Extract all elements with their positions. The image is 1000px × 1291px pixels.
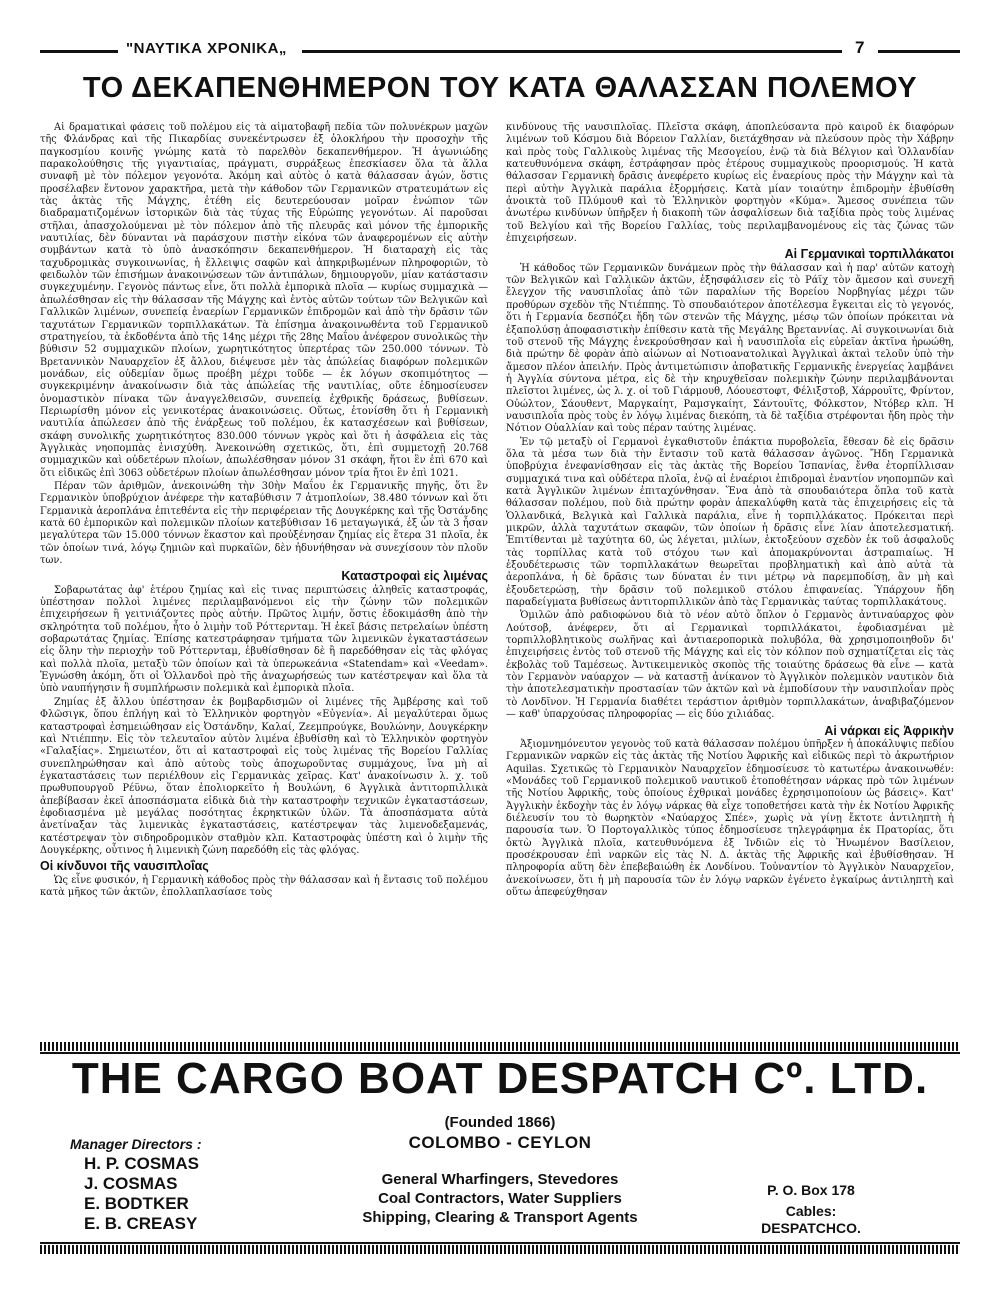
paragraph: Σοβαρωτάτας ἀφ' ἑτέρου ζημίας καὶ εἰς τινας περιπτώσεις ἀληθεῖς καταστροφάς, ὑπέστησαν πολλοὶ λιμένες περιλαμβανόμενοι εἰς τὴν ζώνην τῶν πολεμικῶν ἐπιχειρήσεων ἢ γειτνιάζοντες πρὸς αὐτήν. Πρῶτος λιμήν, ὅστις ἐδοκιμάσθη ἀπὸ τὴν σκληρότητα τοῦ πολέμου, ἦτο ὁ λιμὴν τοῦ Ρόττερνταμ. Ἡ ἐκεῖ βάσις πετρελαίων ὑπέστη σοβαρωτάτας ζημίας. Ἐπίσης κατεστράφησαν τμήματα τῶν λιμενικῶν ἐγκαταστάσεων εἰς ὅλην τὴν περιοχὴν τοῦ Ρόττερνταμ, ἐβυθίσθησαν δὲ ἢ παρεδόθησαν εἰς τὰς φλόγας καὶ πολλὰ πλοῖα, μεταξὺ τῶν ὁποίων καὶ τὰ ὑπερωκεάνια «Statendam» καὶ «Veedam». Ἐγνώσθη ἀκόμη, ὅτι οἱ Ὁλλανδοὶ πρὸ τῆς ἀναχωρήσεώς των κατέστρεψαν καὶ ὅλα τὰ ὑπὸ ναυπήγησιν ἢ συμπλήρωσιν πολεμικὰ καὶ ἐμπορικὰ πλοῖα. (40, 584, 488, 695)
ad-cables-label: Cables: (785, 1203, 837, 1219)
paragraph: Ζημίας ἐξ ἄλλου ὑπέστησαν ἐκ βομβαρδισμῶν οἱ λιμένες τῆς Ἀμβέρσης καὶ τοῦ Φλῶσιγκ, ὅπου ἐπλήγη καὶ τὸ Ἑλληνικὸν φορτηγὸν «Εὐγενία». Αἱ μεγαλύτεραι ὅμως καταστροφαὶ ἐσημειώθησαν εἰς Ὀστάνδην, Καλαί, Ζεεμπρούγκε, Βουλώνην, Δουγκέρκην καὶ Ντιέππην. Εἰς τὸν τελευταῖον αὐτὸν λιμένα ἐβυθίσθη καὶ τὸ Ἑλληνικὸν φορτηγὸν «Γαλαξίας». Σημειωτέον, ὅτι αἱ καταστροφαὶ εἰς τοὺς λιμένας τῆς Βορείου Γαλλίας συνεπληρώθησαν καὶ ἀπὸ αὐτοὺς τοὺς ἀποχωροῦντας συμμάχους, ἵνα μὴ αἱ ἐγκαταστάσεις των περιέλθουν εἰς Γερμανικὰς χεῖρας. Κατ' ἀνακοίνωσιν λ. χ. τοῦ πρωθυπουργοῦ Ρέϋνω, ὅταν ἐπολιορκεῖτο ἡ Βουλώνη, 6 Ἀγγλικὰ ἀντιτορπιλλικὰ ἀπεβίβασαν ἐκεῖ ἀποσπάσματα εἰδικὰ διὰ τὴν καταστροφὴν τεχνικῶν ἐγκαταστάσεων, ἐφοδιασμένα μὲ μεγάλας ποσότητας ἐκρηκτικῶν ὑλῶν. Τὰ ἀποσπάσματα αὐτὰ ἀνετίναξαν τὰς λιμενικὰς ἐγκαταστάσεις, κατέστρεψαν τὰς λιμενοδεξαμενάς, κατέστρεψαν τὸν σιδηροδρομικὸν σταθμὸν κλπ. Καταστροφὰς ὑπέστη καὶ ὁ λιμὴν τῆς Δουγκέρκης, οὗτινος ἡ λιμενικὴ ζώνη παρεδόθη εἰς τὰς φλόγας. (40, 696, 488, 856)
ad-manager-name: J. COSMAS (84, 1174, 178, 1193)
ad-manager-name: E. BODTKER (84, 1194, 189, 1213)
paragraph: Ἐν τῷ μεταξὺ οἱ Γερμανοὶ ἐγκαθιστοῦν ἐπάκτια πυροβολεῖα, ἔθεσαν δὲ εἰς δρᾶσιν ὅλα τὰ μέσα των διὰ τὴν ἔντασιν τοῦ κατὰ θάλασσαν ἀγῶνος. Ἤδη Γερμανικὰ ὑποβρύχια ἐνεφανίσθησαν εἰς τὰς ἀκτὰς τῆς Βορείου Ἰσπανίας, ἔνθα ἐτορπίλλισαν συμμαχικά τινα καὶ οὐδέτερα πλοῖα, ἐνῷ αἱ ἐναέριοι ἐπιδρομαὶ ἐναντίον νηοπομπῶν καὶ κατὰ Ἀγγλικῶν λιμένων ἐπιταχύνθησαν. Ἕνα ἀπὸ τὰ σπουδαιότερα ὅπλα τοῦ κατὰ θάλασσαν πολέμου, ποὺ διὰ πρώτην φορὰν ἀπεκαλύφθη κατὰ τὰς ἐπιχειρήσεις εἰς τὰ Ὁλλανδικά, Βελγικὰ καὶ Γαλλικὰ παράλια, εἶνε ἡ τορπιλλάκατος. Πρόκειται περὶ μικρῶν, ἀλλὰ ταχυτάτων σκαφῶν, τῶν ὁποίων ἡ δρᾶσις εἶνε λίαν ἀποτελεσματική. Ἐπιτίθενται μὲ ταχύτητα 60, ὡς λέγεται, μιλίων, ἐκτοξεύουν σχεδὸν ἐκ τοῦ ἀσφαλοῦς τὰς τορπίλλας κατὰ τοῦ στόχου των καὶ ἀπομακρύνονται ἀστραπιαίως. Ἡ ἐξουδέτερωσις τῶν τορπιλλακάτων θεωρεῖται προβληματικὴ καὶ ἀπὸ αὐτὰ τὰ ἀεροπλάνα, ἡ δὲ δρᾶσις των δύναται ἐν τινι μέτρῳ νὰ παρεμποδίσῃ, ἂν μὴ καὶ ἐξουδετερώσῃ, τὴν δρᾶσιν τοῦ πολεμικοῦ στόλου ἐπιφανείας. Ὑπάρχουν ἤδη παραδείγματα βυθίσεως ἀντιτορπιλλικῶν ἀπὸ τὰς Γερμανικὰς ταύτας τορπιλλακάτους. (506, 436, 954, 609)
article-title: ΤΟ ΔΕΚΑΠΕΝΘΗΜΕΡΟΝ ΤΟΥ ΚΑΤΑ ΘΑΛΑΣΣΑΝ ΠΟΛΕΜΟΥ (82, 72, 918, 104)
ad-cables-address: DESPATCHCO. (761, 1220, 861, 1236)
ad-rule (40, 1242, 960, 1244)
ad-city: COLOMBO - CEYLON (408, 1133, 592, 1152)
ad-manager-name: H. P. COSMAS (84, 1154, 199, 1173)
paragraph: κινδύνους τῆς ναυσιπλοΐας. Πλεῖστα σκάφη, ἀποπλεύσαντα πρὸ καιροῦ ἐκ διαφόρων λιμένων τοῦ Κόσμου διὰ Βόρειον Γαλλίαν, διετάχθησαν νὰ πλεύσουν πρὸς τὴν Χάβρην καὶ πρὸς τοὺς Γαλλικοὺς λιμένας τῆς Μεσογείου, ἐνῷ τὰ διὰ Βέλγιον καὶ Ὁλλανδίαν κατευθυνόμενα σκάφη, ἐστράφησαν πρὸς ἑτέρους συμμαχικοὺς προορισμούς. Ἡ κατὰ θάλασσαν Γερμανικὴ δρᾶσις ἀνεφέρετο κυρίως εἰς ἐναερίους πρὸς τὴν Μάγχην καὶ τὰ περὶ αὐτὴν Ἀγγλικὰ παράλια ἐξορμήσεις. Κατὰ μίαν τοιαύτην ἐπιδρομὴν ἐβυθίσθη ἀνοικτὰ τοῦ Πλύμουθ καὶ τὸ Ἑλληνικὸν φορτηγὸν «Κύμα». Ἄμεσος συνέπεια τῶν ἀνωτέρω κινδύνων ὑπῆρξεν ἡ διακοπὴ τῶν ἀσφαλίσεων διὰ ταξίδια πρὸς τοὺς λιμένας τοῦ Βελγίου καὶ τῆς Βορείου Γαλλίας, τοὺς περιλαμβανομένους εἰς τὰς ζώνας τῶν ἐπιχειρήσεων. (506, 122, 954, 245)
paragraph: Ὡς εἶνε φυσικόν, ἡ Γερμανικὴ κάθοδος πρὸς τὴν θάλασσαν καὶ ἡ ἔντασις τοῦ πολέμου κατὰ μῆκος τῶν ἀκτῶν, ἐπολλαπλασίασε τοὺς (40, 874, 488, 898)
paragraph: Ἡ κάθοδος τῶν Γερμανικῶν δυνάμεων πρὸς τὴν θάλασσαν καὶ ἡ παρ' αὐτῶν κατοχὴ τῶν Βελγικῶν καὶ Γαλλικῶν ἀκτῶν, ἐξησφάλισεν εἰς τὸ Ράϊχ τὸν ἄμεσον καὶ συνεχῆ ἔλεγχον τῆς ναυσιπλοΐας ἀπὸ τῶν παραλίων τῆς Βορείου Νορβηγίας μέχρι τῶν προθύρων σχεδὸν τῆς Ντιέππης. Τὸ σπουδαιότερον ἀποτέλεσμα ἔγκειται εἰς τὸ γεγονός, ὅτι ἡ Γερμανία δεσπόζει ἤδη τῶν στενῶν τῆς Μάγχης, μέσῳ τῶν ὁποίων πρόκειται νὰ ἐξαπολύσῃ ἀποφασιστικὴν ἐπίθεσιν κατὰ τῆς Μεγάλης Βρεταννίας. Αἱ συγκοινωνίαι διὰ τοῦ στενοῦ τῆς Μάγχης ἐνεκρούσθησαν καὶ ἡ ναυσιπλοΐα εἰς εὐρεῖαν ἀκτῖνα ἠρωώθη, διὰ πρώτην δὲ φορὰν ἀπὸ αἰώνων αἱ Νοτιοανατολικαὶ Ἀγγλικαὶ ἀκταὶ τελοῦν ὑπὸ τὴν ἄμεσον πλέον ἀπειλήν. Πρὸς ἀντιμετώπισιν ἀποβατικῆς Γερμανικῆς ἐνεργείας λαμβάνει ἡ Ἀγγλία σύντονα μέτρα, εἰς δὲ τὴν κηρυχθεῖσαν πολεμικὴν ζώνην περιλαμβάνονται πλεῖστοι λιμένες, ὡς λ. χ. οἱ τοῦ Γιάρμουθ, Λόουεστοφτ, Φέλιξστοβ, Χάρρουϊτς, Φρίντον, Οὐώλτον, Σάουθεντ, Μαργκαίητ, Ραμσγκαίητ, Σάντουϊτς, Φόλκστον, Ντόβερ κλπ. Ἡ ναυσιπλοΐα πρὸς τοὺς ἐν λόγῳ λιμένας διεκόπη, τὰ δὲ ταξίδια στρέφονται ἤδη πρὸς τὴν Νότιον Οὐαλλίαν καὶ τοὺς πέραν ταύτης λιμένας. (506, 262, 954, 435)
page-number: 7 (855, 38, 865, 57)
journal-name: "ΝΑΥΤΙΚΑ ΧΡΟΝΙΚΑ„ (126, 40, 287, 57)
ad-border-top (40, 1042, 960, 1051)
advertisement-box (40, 1042, 960, 1256)
running-header (40, 40, 960, 62)
ad-service-line: Coal Contractors, Water Suppliers (378, 1190, 622, 1207)
header-rule-left (40, 50, 118, 53)
section-heading-torpedo-boats: Αἱ Γερμανικαὶ τορπιλλάκατοι (784, 247, 954, 262)
paragraph: Αἱ δραματικαὶ φάσεις τοῦ πολέμου εἰς τὰ αἱματοβαφῆ πεδία τῶν πολυνέκρων μαχῶν τῆς Φλάνδρας καὶ τῆς Πικαρδίας συνεκέντρωσεν ἐξ ὁλοκλήρου τὴν προσοχὴν τῆς παγκοσμίου κοινῆς γνώμης κατὰ τὸ παρελθὸν δεκαπενθήμερον. Ἡ ἀγωνιώδης παρακολούθησις τῆς γιγαντιαίας, πράγματι, συρράξεως ἐπεσκίασεν ὅλα τὰ ἄλλα συναφῆ μὲ τὸν πόλεμον γεγονότα. Ἀκόμη καὶ αὐτὸς ὁ κατὰ θάλασσαν ἀγών, ὅστις προσέλαβεν ἔντονον χαρακτῆρα, μετὰ τὴν κάθοδον τῶν Γερμανικῶν στρατευμάτων εἰς τὰς ἀκτὰς τῆς Μάγχης, ἐτέθη εἰς δευτερεύουσαν μοῖραν ἐνώπιον τῶν διαδραματιζομένων ἱστορικῶν διὰ τὰς τύχας τῆς Εὐρώπης γεγονότων. Αἱ παροῦσαι στῆλαι, ἀπασχολούμεναι μὲ τὸν πόλεμον ἀπὸ τῆς πλευρᾶς καὶ μόνον τῆς ἐμπορικῆς ναυτιλίας, δὲν δύνανται νὰ παράσχουν πιστὴν εἰκόνα τῶν ἀναφερομένων εἰς αὐτὴν συμβάντων κατὰ τὸ ὑπὸ ἀνασκόπησιν δεκαπενθήμερον. Ἡ διαταραχὴ εἰς τὰς ταχυδρομικὰς συγκοινωνίας, ἡ ἔλλειψις σαφῶν καὶ ἀπηκριβωμένων πληροφοριῶν, τὸ φειδωλὸν τῶν ἐπισήμων ἀνακοινώσεων τῶν ἀντιπάλων, δημιουργοῦν, μίαν κατάστασιν συγκεχυμένην. Γεγονὸς πάντως εἶνε, ὅτι πολλὰ ἐμπορικὰ πλοῖα — κυρίως συμμαχικὰ — ἀπωλέσθησαν εἰς τὴν θάλασσαν τῆς Μάγχης καὶ ἐντὸς αὐτῶν τούτων τῶν Βελγικῶν καὶ Γαλλικῶν λιμένων, συνεπείᾳ ἐναερίων Γερμανικῶν ἐπιδρομῶν καὶ ἀπὸ τὴν δρᾶσιν τῶν ταχυτάτων Γερμανικῶν τορπιλλακάτων. Τὰ ἐπίσημα ἀνακοινωθέντα τοῦ Γερμανικοῦ στρατηγείου, τὰ ἐκδοθέντα ἀπὸ τῆς 14ης μέχρι τῆς 28ης Μαΐου ἀνέφερον συνολικῶς τὴν βύθισιν 52 συμμαχικῶν πλοίων, χωρητικότητος ὑπερτέρας τῶν 250.000 τόννων. Τὸ Βρεταννικὸν Ναυαρχεῖον ἐξ ἄλλου, διέψευσε μὲν τὰς ἀπώλείας διαφόρων πολεμικῶν μονάδων, εἰς οὐδεμίαν ὅμως προέβη μέχρι τοῦδε — ἐκ λόγων σκοπιμότητος — συγκεκριμένην ἀνακοίνωσιν διὰ τὰς ἀπώλείας τῆς ναυτιλίας, οὔτε ἐδημοσίευσεν ὀνομαστικὸν πίνακα τῶν ἀναγγελθεισῶν, συνεπείᾳ ἐχθρικῆς δράσεως, βυθίσεων. Περιωρίσθη μόνον εἰς γενικοτέρας ἀνακοινώσεις. Οὕτως, ἐτονίσθη ὅτι ἡ Γερμανικὴ ναυτιλία ἀπώλεσεν ἀπὸ τῆς ἐνάρξεως τοῦ πολέμου, ἐκ κατασχέσεων καὶ βυθίσεων, σκάφη συνολικῆς χωρητικότητος 830.000 τόννων γκρὸς καὶ ὅτι ἡ ἀσφάλεια εἰς τὰς Ἀγγλικὰς νηοπομπὰς ἐνισχύθη. Ἀνεκοινώθη σχετικῶς, ὅτι, ἐπὶ συμμετοχῇ 20.768 συμμαχικῶν καὶ οὐδετέρων πλοίων, ἀπωλέσθησαν μόνον 31 σκάφη, ἤτοι ἓν ἐπὶ 670 καὶ ὅτι εἰδικῶς ἐπὶ 3063 οὐδετέρων πλοίων ἀπωλέσθησαν μόνον τρία ἤτοι ἓν ἐπὶ 1021. (40, 122, 488, 479)
ad-contact (746, 1182, 876, 1237)
ad-company-name: THE CARGO BOAT DESPATCH Cº. LTD. (71, 1054, 929, 1103)
header-rule-right (878, 50, 960, 53)
article-column-left (40, 122, 488, 1037)
ad-service-line: General Wharfingers, Stevedores (381, 1171, 619, 1188)
ad-managers-label: Manager Directors : (70, 1136, 202, 1152)
ad-po-box: P. O. Box 178 (767, 1182, 855, 1198)
ad-service-line: Shipping, Clearing & Transport Agents (362, 1209, 638, 1226)
paragraph: Ἀξιομνημόνευτον γεγονὸς τοῦ κατὰ θάλασσαν πολέμου ὑπῆρξεν ἡ ἀποκάλυψις πεδίου Γερμανικῶν ναρκῶν εἰς τὰς ἀκτὰς τῆς Νοτίου Ἀφρικῆς καὶ εἰδικῶς περὶ τὸ ἀκρωτήριον Aquilas. Σχετικῶς τὸ Γερμανικὸν Ναυαρχεῖον ἐδημοσίευσε τὸ κατωτέρω ἀνακοινωθέν: «Μονάδες τοῦ Γερμανικοῦ πολεμικοῦ ναυτικοῦ ἐτοποθέτησαν νάρκας πρὸ τῶν λιμένων τῆς Νοτίου Ἀφρικῆς, τοὺς ὁποίους ἐχθρικαὶ μονάδες ἐχρησιμοποίουν ὡς βάσεις». Κατ' Ἀγγλικὴν ἐκδοχὴν τὰς ἐν λόγῳ νάρκας θὰ εἶχε τοποθετήσει κατὰ τὴν ἐκ Νοτίου Ἀφρικῆς διέλευσίν του τὸ θωρηκτὸν «Ναύαρχος Σπέε», χωρὶς νὰ γίνῃ ἔκτοτε ἀντιληπτὴ ἡ παρουσία των. Ὁ Πορτογαλλικὸς τύπος ἐδημοσίευσε τηλεγράφημα ἐκ Πρατορίας, ὅτι ὀκτὼ Ἀγγλικὰ πλοῖα, κατευθυνόμενα ἐξ Ἰνδιῶν εἰς τὸ Ἡνωμένον Βασίλειον, προσέκρουσαν ἐπὶ ναρκῶν εἰς τὰς Ν. Δ. ἀκτὰς τῆς Ἀφρικῆς καὶ ἐβυθίσθησαν. Ἡ πληροφορία αὕτη δὲν ἐπεβεβαιώθη ἐκ Λονδίνου. Τοὐναντίον τὸ Ἀγγλικὸν Ναυαρχεῖον, ἀνεκοίνωσεν, ὅτι ἡ μὴ παρουσία τῶν ἐν λόγῳ ναρκῶν ἐγένετο ἐγκαίρως ἀντιληπτὴ καὶ οὕτω ἀπεφεύχθησαν (506, 738, 954, 898)
section-heading-africa-mines: Αἱ νάρκαι εἰς Ἀφρικὴν (824, 723, 954, 738)
section-heading-ports: Καταστροφαὶ εἰς λιμένας (341, 569, 488, 584)
header-rule-middle (302, 50, 842, 53)
paragraph: Ὁμιλῶν ἀπὸ ραδιοφώνου διὰ τὸ νέον αὐτὸ ὅπλον ὁ Γερμανὸς ἀντιναύαρχος φὸν Λούτσοβ, ἀνέφερεν, ὅτι αἱ Γερμανικαὶ τορπιλλάκατοι, ἐφοδιασμέναι μὲ τορπιλλοβλητικοὺς σωλῆνας καὶ ἀντιαεροπορικὰ πολυβόλα, θὰ χρησιμοποιηθοῦν δι' ἐπιχειρήσεις ἐντὸς τοῦ στενοῦ τῆς Μάγχης καὶ εἰς τὸν κόλπον ποὺ σχηματίζεται εἰς τὰς ἐκβολὰς τοῦ Ταμέσεως. Ἀντικειμενικὸς σκοπὸς τῆς τοιαύτης δράσεως θὰ εἶνε — κατὰ τὸν Γερμανὸν ναύαρχον — νὰ καταστῇ ἀνίκανον τὸ Ἀγγλικὸν πολεμικὸν ναυτικὸν διὰ τὴν ἀποτελεσματικὴν προστασίαν τῶν ἀκτῶν καὶ νὰ ἐμποδίσουν τὴν ναυσιπλοΐαν πρὸς τὸ Λονδῖνον. Ἡ Γερμανία διαθέτει τεράστιον ἀριθμὸν τορπιλλακάτων, ἀναβιβαζόμενον — καθ' ὑπαρχούσας πληροφορίας — εἰς δύο χιλιάδας. (506, 610, 954, 721)
paragraph: Πέραν τῶν ἀριθμῶν, ἀνεκοινώθη τὴν 30ὴν Μαΐου ἐκ Γερμανικῆς πηγῆς, ὅτι ἓν Γερμανικὸν ὑποβρύχιον ἀνέφερε τὴν καταβύθισιν 7 ἀτμοπλοίων, 38.480 τόννων καὶ ὅτι Γερμανικὰ ἀεροπλάνα ἐπιτεθέντα εἰς τὴν περιφέρειαν τῆς Δουγκέρκης καὶ τῆς Ὀστάνδης κατὰ 60 ἐμπορικῶν καὶ πολεμικῶν πλοίων κατεβύθισαν 16 μεταγωγικά, ἐξ ὧν τὰ 3 ἦσαν μεγαλύτερα τῶν 15.000 τόννων ἕκαστον καὶ προὐξένησαν ζημίας εἰς ἕτερα 31 πλοῖα, ἐκ τῶν ὁποίων τινά, λόγῳ ζημιῶν καὶ πυρκαϊῶν, δὲν ἠδυνήθησαν νὰ συνεχίσουν τὸν πλοῦν των. (40, 480, 488, 567)
ad-manager-name: E. B. CREASY (84, 1214, 198, 1233)
ad-founded: (Founded 1866) (444, 1114, 556, 1131)
section-heading-dangers: Οἱ κίνδυνοι τῆς ναυσιπλοΐας (40, 859, 209, 874)
ad-border-bottom (40, 1245, 960, 1254)
magazine-page (40, 30, 960, 1260)
article-column-right (506, 122, 954, 1037)
